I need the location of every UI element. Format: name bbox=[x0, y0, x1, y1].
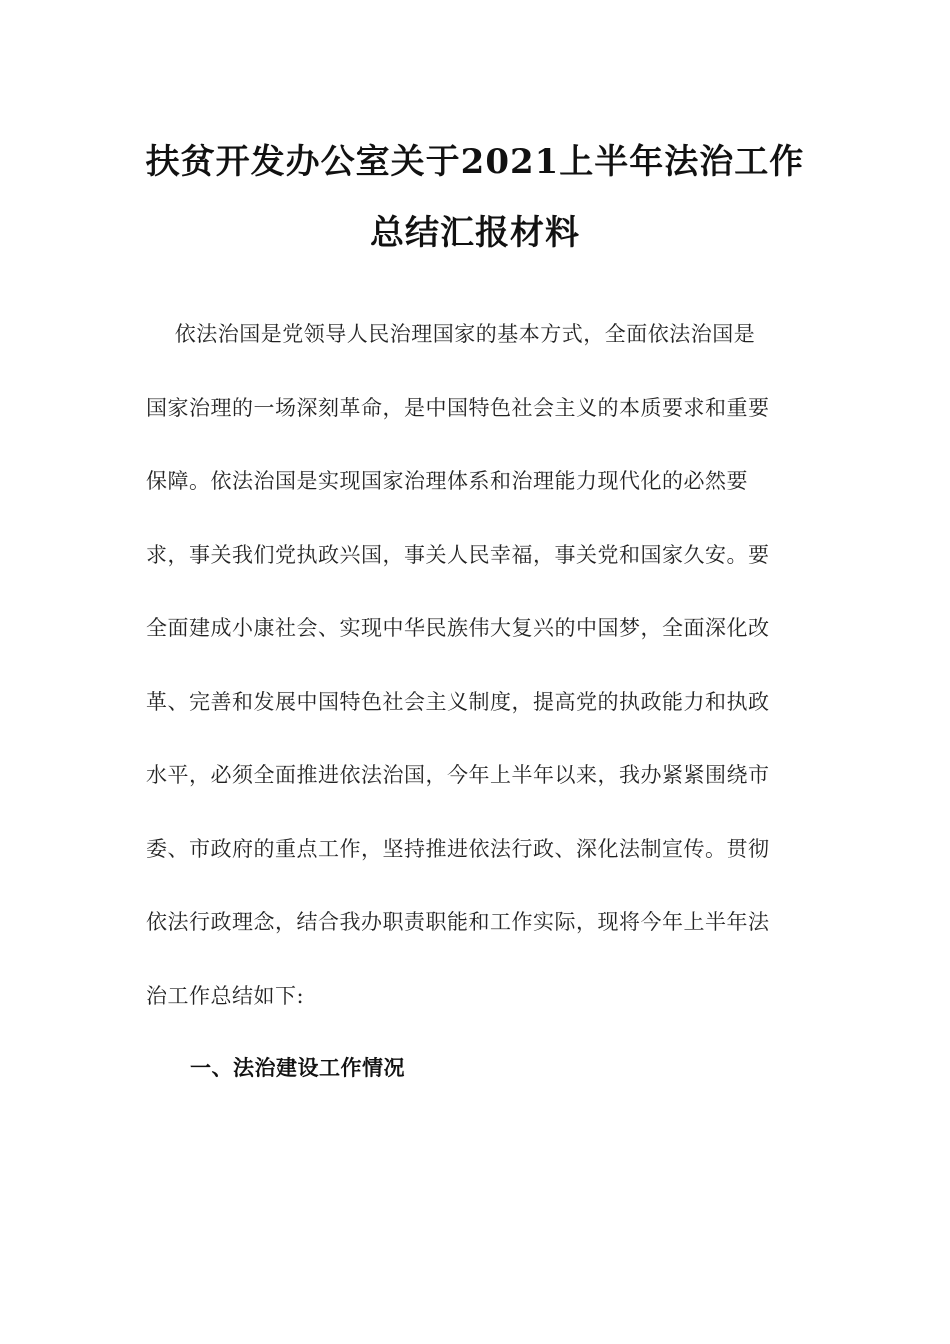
intro-paragraph bbox=[146, 310, 806, 1045]
paragraph-line: 保障。依法治国是实现国家治理体系和治理能力现代化的必然要 bbox=[146, 469, 748, 493]
paragraph-line: 依法行政理念，结合我办职责职能和工作实际，现将今年上半年法 bbox=[146, 910, 770, 934]
document-title-line-2: 总结汇报材料 bbox=[370, 213, 580, 253]
paragraph-line: 委、市政府的重点工作，坚持推进依法行政、深化法制宣传。贯彻 bbox=[146, 836, 770, 861]
section-heading: 一、法治建设工作情况 bbox=[190, 1055, 405, 1080]
paragraph-line: 全面建成小康社会、实现中华民族伟大复兴的中国梦，全面深化改 bbox=[146, 616, 770, 640]
paragraph-line: 革、完善和发展中国特色社会主义制度，提高党的执政能力和执政 bbox=[146, 689, 770, 714]
paragraph-line: 依法治国是党领导人民治理国家的基本方式，全面依法治国是 bbox=[146, 322, 756, 346]
paragraph-line: 国家治理的一场深刻革命，是中国特色社会主义的本质要求和重要 bbox=[146, 395, 770, 420]
document-title-line-1: 扶贫开发办公室关于2021上半年法治工作 bbox=[145, 142, 805, 182]
paragraph-line: 求，事关我们党执政兴国，事关人民幸福，事关党和国家久安。要 bbox=[146, 542, 770, 567]
paragraph-line: 水平，必须全面推进依法治国，今年上半年以来，我办紧紧围绕市 bbox=[146, 763, 770, 787]
paragraph-line: 治工作总结如下: bbox=[146, 983, 305, 1008]
